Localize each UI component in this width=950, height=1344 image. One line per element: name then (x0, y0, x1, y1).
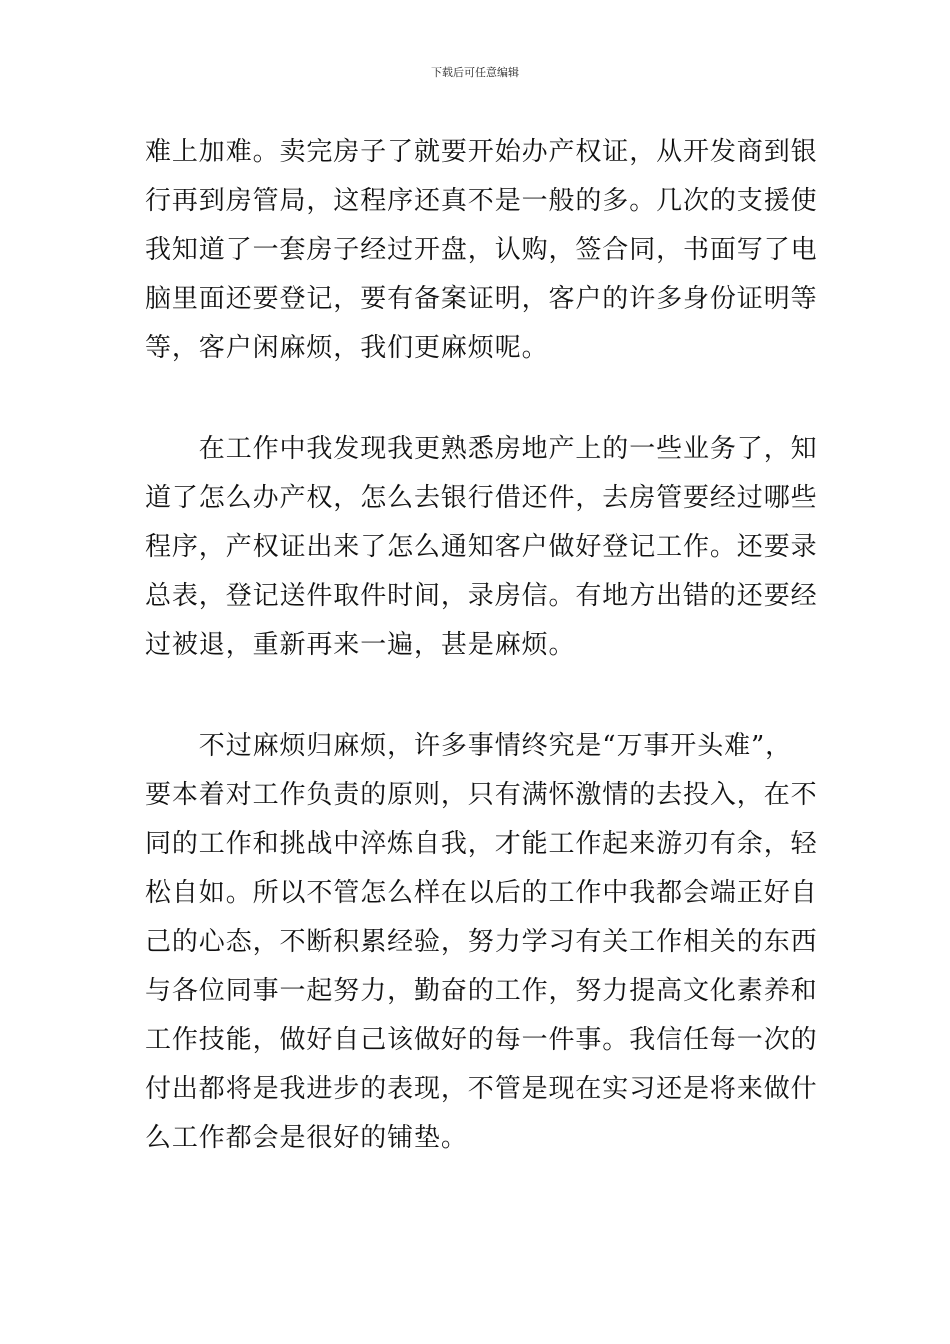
text-line: 要本着对工作负责的原则，只有满怀激情的去投入，在不 (145, 780, 818, 810)
paragraph-spacer (145, 670, 809, 722)
text-line: 付出都将是我进步的表现，不管是现在实习还是将来做什 (145, 1074, 818, 1104)
text-line: 己的心态，不断积累经验，努力学习有关工作相关的东西 (145, 927, 818, 957)
text-line: 工作技能，做好自己该做好的每一件事。我信任每一次的 (145, 1025, 818, 1055)
text-line: 道了怎么办产权，怎么去银行借还件，去房管要经过哪些 (145, 483, 818, 513)
paragraph-1 (145, 128, 818, 373)
text-line: 同的工作和挑战中淬炼自我，才能工作起来游刃有余，轻 (145, 829, 818, 859)
text-line: 在工作中我发现我更熟悉房地产上的一些业务了，知 (145, 434, 818, 464)
text-line: 不过麻烦归麻烦，许多事情终究是“万事开头难”， (145, 731, 793, 761)
text-line: 我知道了一套房子经过开盘，认购，签合同，书面写了电 (145, 235, 818, 265)
text-line: 程序，产权证出来了怎么通知客户做好登记工作。还要录 (145, 532, 818, 562)
document-body (145, 128, 818, 1163)
text-line: 脑里面还要登记，要有备案证明，客户的许多身份证明等 (145, 284, 818, 314)
paragraph-3 (145, 722, 818, 1163)
text-line: 总表，登记送件取件时间，录房信。有地方出错的还要经 (145, 581, 818, 611)
text-line: 行再到房管局，这程序还真不是一般的多。几次的支援使 (145, 186, 818, 216)
text-line: 过被退，重新再来一遍，甚是麻烦。 (145, 630, 576, 660)
text-line: 么工作都会是很好的铺垫。 (145, 1123, 468, 1153)
header-note: 下载后可任意编辑 (431, 66, 519, 79)
text-line: 与各位同事一起努力，勤奋的工作，努力提高文化素养和 (145, 976, 818, 1006)
paragraph-2 (145, 425, 818, 670)
text-line: 等，客户闲麻烦，我们更麻烦呢。 (145, 333, 549, 363)
text-line: 难上加难。卖完房子了就要开始办产权证，从开发商到银 (145, 137, 818, 167)
paragraph-spacer (145, 373, 809, 425)
text-line: 松自如。所以不管怎么样在以后的工作中我都会端正好自 (145, 878, 818, 908)
